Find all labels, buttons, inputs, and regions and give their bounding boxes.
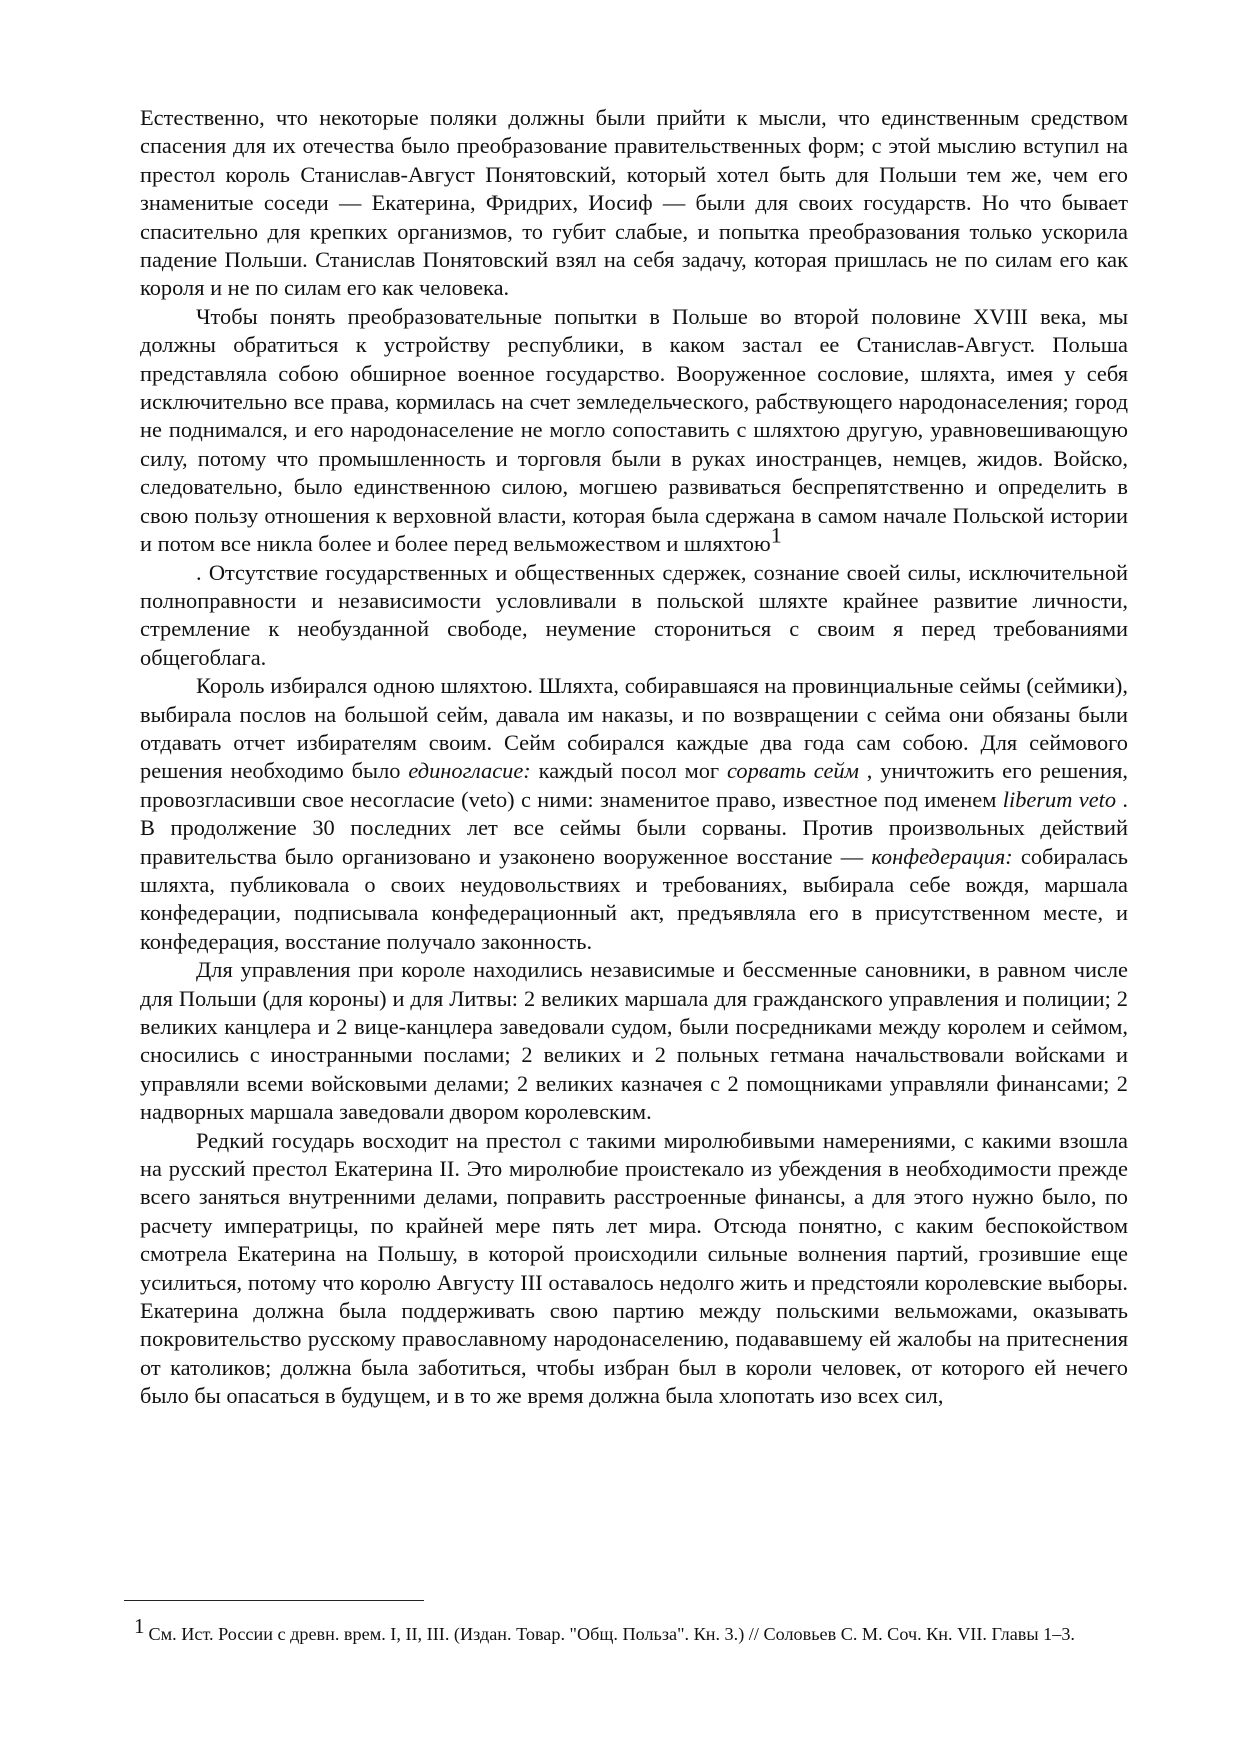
footnote [124, 1613, 1184, 1647]
page-body [140, 104, 1128, 1411]
footnote-mark: 1 [134, 1613, 145, 1638]
term-unanimity: единогласие: [408, 758, 531, 784]
paragraph-6: Редкий государь восходит на престол с такими миролюбивыми намерениями, с какими взошла на русский престол Екатерина II. Это миролюбие проистекало из убеждения в необходимости прежде всего заняться внутренними делами, поправить расстроенные финансы, а для этого нужно было, по расчету императрицы, по крайней мере пять лет мира. Отсюда понятно, с каким беспокойством смотрела Екатерина на Польшу, в которой происходили сильные волнения партий, грозившие еще усилиться, потому что королю Августу III оставалось недолго жить и предстояли королевские выборы. Екатерина должна была поддерживать свою партию между польскими вельможами, оказывать покровительство русскому православному народонаселению, подававшему ей жалобы на притеснения от католиков; должна была заботиться, чтобы избран был в короли человек, от которого ей нечего было бы опасаться в будущем, и в то же время должна была хлопотать изо всех сил, [140, 1127, 1128, 1409]
paragraph-2 [140, 303, 1128, 559]
paragraph-4-text-3: , уничтожить его решения, провозгласивши свое несогласие (veto) с ними: знаменитое право, известное под именем [140, 758, 1128, 812]
footnote-divider [124, 1600, 424, 1601]
paragraph-1: Естественно, что некоторые поляки должны были прийти к мысли, что единственным средством спасения для их отечества было преобразование правительственных форм; с этой мыслию вступил на престол король Станислав-Август Понятовский, который хотел быть для Польши тем же, чем его знаменитые соседи — Екатерина, Фридрих, Иосиф — были для своих государств. Но что бывает спасительно для крепких организмов, то губит слабые, и попытка преобразования только ускорила падение Польши. Станислав Понятовский взял на себя задачу, которая пришлась не по силам его как короля и не по силам его как человека. [140, 105, 1128, 301]
footnote-text: См. Ист. России с древн. врем. I, II, III. (Издан. Товар. "Общ. Польза". Кн. 3.) // Соловьев С. М. Соч. Кн. VII. Главы 1–3. [148, 1624, 1075, 1644]
paragraph-2-text: Чтобы понять преобразовательные попытки в Польше во второй половине XVIII века, мы должны обратиться к устройству республики, в каком застал ее Станислав-Август. Польша представляла собою обширное военное государство. Вооруженное сословие, шляхта, имея у себя исключительно все права, кормилась на счет земледельческого, рабствующего народонаселения; город не поднимался, и его народонаселение не могло сопоставить с шляхтою другую, уравновешивающую силу, потому что промышленность и торговля были в руках иностранцев, немцев, жидов. Войско, следовательно, было единственною силою, могшею развиваться беспрепятственно и определить в свою пользу отношения к верховной власти, которая была сдержана в самом начале Польской истории и потом все никла более и более перед вельможеством и шляхтою [140, 303, 1128, 557]
paragraph-4-text-1: Король избирался одною шляхтою. Шляхта, собиравшаяся на провинциальные сеймы (сеймики), выбирала послов на большой сейм, давала им наказы, и по возвращении с сейма они обязаны были отдавать отчет избирателям своим. Сейм собирался каждые два года сам собою. Для сеймового решения необходимо было [140, 673, 1128, 784]
paragraph-3: . Отсутствие государственных и общественных сдержек, сознание своей силы, исключительной полноправности и независимости условливали в польской шляхте крайнее развитие личности, стремление к необузданной свободе, неумение сторониться с своим я перед требованиями общегоблага. [140, 559, 1128, 670]
paragraph-5: Для управления при короле находились независимые и бессменные сановники, в равном числе для Польши (для короны) и для Литвы: 2 великих маршала для гражданского управления и полиции; 2 великих канцлера и 2 вице-канцлера заведовали судом, были посредниками между королем и сеймом, сносились с иностранными послами; 2 великих и 2 польных гетмана начальствовали войсками и управляли всеми войсковыми делами; 2 великих казначея с 2 помощниками управляли финансами; 2 надворных маршала заведовали двором королевским. [140, 957, 1128, 1125]
paragraph-4-text-2: каждый посол мог [530, 758, 728, 784]
paragraph-4-text-5: собиралась шляхта, публиковала о своих неудовольствиях и требованиях, выбирала себе вождя, маршала конфедерации, подписывала конфедерационный акт, предъявляла его в присутственном месте, и конфедерация, восстание получало законность. [140, 843, 1128, 954]
footnote-reference[interactable]: 1 [770, 522, 782, 548]
paragraph-4 [140, 672, 1128, 956]
paragraph-4-text-4: . В продолжение 30 последних лет все сеймы были сорваны. Против произвольных действий правительства было организовано и узаконено вооруженное восстание — [140, 786, 1129, 869]
term-confederation: конфедерация: [871, 843, 1013, 869]
term-break-sejm: сорвать сейм [727, 758, 859, 784]
term-liberum-veto: liberum veto [1002, 786, 1117, 812]
